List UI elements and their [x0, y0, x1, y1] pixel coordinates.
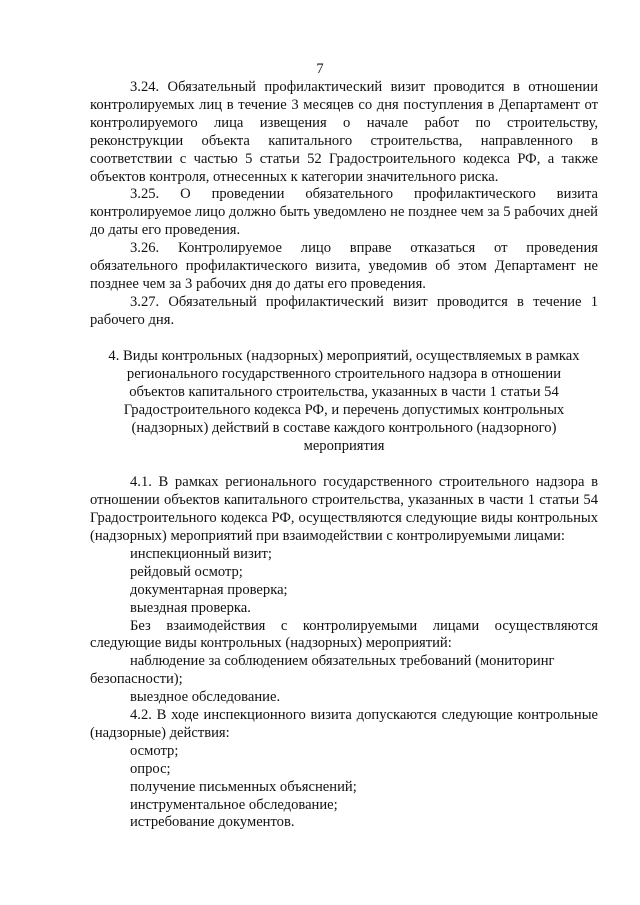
paragraph-4-1: 4.1. В рамках регионального государственного строительного надзора в отношении объектов капитального строительства, указанных в части 1 статьи 54 Градостроительного кодекса РФ, осуществляются следующие виды контрольных (надзорных) мероприятий при взаимодействии с контролируемыми лицами:	[90, 474, 598, 544]
action-item-written-explanations: получение письменных объяснений;	[130, 778, 357, 795]
paragraph-4-2: 4.2. В ходе инспекционного визита допускаются следующие контрольные (надзорные) действия:	[90, 707, 598, 741]
action-item-instrumental-survey: инструментальное обследование;	[130, 796, 338, 813]
monitoring-line-continued: безопасности);	[90, 671, 183, 688]
monitoring-line: наблюдение за соблюдением обязательных требований (мониторинг	[130, 653, 555, 670]
paragraph-3-26: 3.26. Контролируемое лицо вправе отказаться от проведения обязательного профилактического визита, уведомив об этом Департамент не позднее чем за 3 рабочих дня до даты его проведения.	[90, 240, 598, 292]
list-item-inspection-visit: инспекционный визит;	[130, 545, 272, 562]
page-number: 7	[316, 61, 324, 77]
list-item-field-survey: выездное обследование.	[130, 689, 281, 706]
list-item-documentary-check: документарная проверка;	[130, 581, 288, 598]
action-item-examination: осмотр;	[130, 742, 179, 759]
paragraph-3-24: 3.24. Обязательный профилактический визит проводится в отношении контролируемых лиц в течение 3 месяцев со дня поступления в Департамент от контролируемого лица извещения о начале работ по строительству, реконструкции объекта капитального строительства, направленного в соответствии с частью 5 статьи 52 Градостроительного кодекса РФ, а также объектов контроля, отнесенных к категории значительного риска.	[90, 79, 598, 185]
paragraph-without-interaction: Без взаимодействия с контролируемыми лицами осуществляются следующие виды контрольных (надзорных) мероприятий:	[90, 617, 598, 652]
paragraph-3-27: 3.27. Обязательный профилактический визит проводится в течение 1 рабочего дня.	[90, 293, 598, 328]
action-item-interview: опрос;	[130, 760, 171, 777]
section-4-heading: 4. Виды контрольных (надзорных) мероприятий, осуществляемых в рамках регионального государственного строительного надзора в отношении объектов капитального строительства, указанных в части 1 статьи 54 Градостроительного кодекса РФ, и перечень допустимых контрольных (надзорных) действий в составе каждого контрольного (надзорного) мероприятия	[108, 347, 580, 455]
list-item-raid-inspection: рейдовый осмотр;	[130, 563, 243, 580]
paragraph-3-25: 3.25. О проведении обязательного профилактического визита контролируемое лицо должно быть уведомлено не позднее чем за 5 рабочих дней до даты его проведения.	[90, 186, 598, 239]
action-item-document-request: истребование документов.	[130, 814, 295, 831]
list-item-field-check: выездная проверка.	[130, 599, 251, 616]
document-body	[90, 79, 598, 832]
